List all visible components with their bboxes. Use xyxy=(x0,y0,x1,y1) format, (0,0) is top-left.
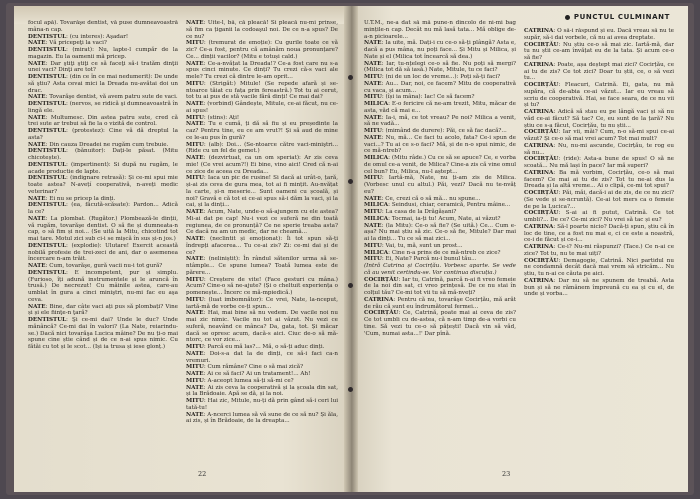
script-paragraph: DENTISTUL: (ea, făcută-scăsate): Pardon... Adică la ce? xyxy=(28,202,178,215)
script-paragraph: MITU: (își ia mâna): Iac! Ce să facem? xyxy=(364,94,475,101)
dialogue-text: (ni de un loc de vreme...): Poți să-ți faci? xyxy=(385,74,501,80)
dialogue-text: Parcă eu mă las?... Mă, o să-ți aduc dinți. xyxy=(207,344,325,350)
character-name: MITU xyxy=(364,128,382,134)
dialogue-text: E-o fericire că ne-am trezit, Mitu, măcar de asta, văd că mai e... xyxy=(364,101,516,114)
character-name: DENTISTUL xyxy=(28,33,67,40)
character-name: DENTISTUL xyxy=(28,202,67,209)
character-name: NATE xyxy=(186,371,204,377)
character-name: DENTISTUL xyxy=(28,161,67,168)
script-paragraph: DENTISTUL: (cu interes): Aşadar! xyxy=(28,33,129,40)
dialogue-text: Cum rămâne? Cine o să mai zică? xyxy=(207,364,304,371)
character-name: NATE xyxy=(28,303,46,310)
script-paragraph: DENTISTUL: (indignare retrasă): Și ce-mi spui mie toate astea? N-avețí cooperativă, n-aveți medic veterinar? xyxy=(28,175,178,195)
dialogue-text: (la Mitu): Ce-o să fie? (Se uită.) Ce... Cum e-așa? Nu mai știu să zic. Ce-o să fie, Mitule? Dar mai ai la dinți... Tu ce să mai zici... xyxy=(364,222,516,242)
script-paragraph: MILICA: Tocmai, ia-ți tu! Acum, Nate, ai văzut? xyxy=(364,215,501,222)
dialogue-text: Acum, Nate, unde-o să-ajungem cu ele astea? Mi-ai dat pe cap! Nu-i vezi ce suferă ne din toată regiunea, de ce pronunță? Ce ne sperie treaba asta? Ce dacă nu am un medic, dar ne cheamă... xyxy=(186,209,338,236)
dialogue-text: (protestez): Cine vă dă dreptul la asta? xyxy=(28,128,178,141)
dialogue-text: Cine n-a prins de ce mă-ntreb ce zice? xyxy=(391,249,501,256)
character-name: MITU xyxy=(186,344,204,350)
dialogue-text: Tocmai, ia-ți tu! Acum, Nate, ai văzut? xyxy=(391,215,501,222)
character-name: MITU xyxy=(364,256,382,263)
character-name: DENTISTUL xyxy=(28,317,67,323)
dialogue-text: Bine, dar câte vaci ați pus să plombați? Vine și și ele fiinţe-n ţară? xyxy=(28,303,178,317)
script-paragraph: NATE: Nu, mă... Ce faci tu acolo, fata? Ce-i spun de vaci...? Tu ai ce s-o faci? Mă, și de n-o spui nimic, de ce mă-ntreb? xyxy=(364,134,516,155)
script-paragraph: COCIRȚĂU: S-ai ai fi putut, Catrină. Ce tot umbli?... De ce? Ce-mi zici? Nu vrei să tac și eu? xyxy=(524,210,674,223)
script-paragraph: CATRINA: Poate, așa deștept mai zici? Cocirțău, ce ai tu de zis? Ce tot zici? Doar tu știi, ce, o să vezi tu... xyxy=(524,61,674,82)
dialogue-text: (Strigăt:) Mitule! (Se repede afară și se-ntoarce tăiat cu fața prin fereastră.) Tot tu ai cerut, tot tu ai pus de stă vacile fără dinți! Ce mai dai? xyxy=(186,80,338,101)
binding-hole-3 xyxy=(348,283,353,288)
dialogue-text: Şi ce-mi dai? Unde le duc? Unde mănâncă? Ce-mi dai în valori? (La Nate, reiarindu-se.) Dacă nici tovarăşa Lucica mâine? De nu ți-o mai spune cine știe când și de ce n-ai spus nimic. Cu fătăi cu tot și le scot... (Iși ia trusa și iese glonț.) xyxy=(28,317,178,350)
dialogue-text: Iar, tu-nțelegi ce-o să fie. Nu poți să mergi? (Milica tot dă să iasă.) Nate, Mitule, tu ce faci? xyxy=(364,60,516,74)
dialogue-text: Ce-a-nvățat la Dreada!? Ce-a fost care nu s-a spus cinci minute. Ce dinți? Tu crezi că-s vaci ale mele? Tu crezi că dintre le-am oprit... xyxy=(186,60,338,80)
dialogue-text: E incompetent, pur și simplu. (Furioso, îți adună instrumentele și le aruncă în trusă.) De necrezut! Cu mâinile astea, care-au umblat în gura a cinci miniştri, nu-mi fac eu aşa ceva. xyxy=(28,269,178,303)
dialogue-text: (indignare retrasă): Și ce-mi spui mie toate astea? N-avețí cooperativă, n-aveți medic veterinar? xyxy=(28,175,178,195)
dialogue-text: Ce, crezi că o să mă... nu spune... xyxy=(385,195,481,202)
character-name: MITU xyxy=(364,175,382,182)
character-name: NATE xyxy=(28,141,46,148)
character-name: DENTISTUL xyxy=(28,47,67,53)
character-name: MITU xyxy=(186,175,204,182)
character-name: MITU xyxy=(186,40,204,47)
dialogue-text: Tu e cumă, ți dă să fiu și eu președinte la caz? Pentru tine, eu ce am vrut?! Și să aud de mine ce le-au pus în gură? xyxy=(186,121,338,141)
character-name: COCIRȚĂU xyxy=(524,257,559,264)
dialogue-text: (bănuitor): Dați-le păsat. (Mitu chicotește). xyxy=(28,148,178,161)
script-paragraph: DENTISTUL: (protestez): Cine vă dă dreptul la asta? xyxy=(28,128,178,141)
character-name: CATRINA xyxy=(524,142,554,149)
script-paragraph: COCIRȚĂU: Ce, Catrină, poate mai ai ceva de zis? Ce tot umbli cu de-astea, că n-am timp de-a vorbi cu tine. Să vezi tu ce-o să pățești! Dacă vin să văd, 'Cum, numai asta...!' Dar pînă. xyxy=(364,310,516,337)
script-paragraph: MITU: La casa de la Drăgășani? xyxy=(364,209,457,215)
character-name: NATE xyxy=(186,236,204,242)
dialogue-text: Seindusi, chiar, ceramică, Pentru mâine... xyxy=(391,202,511,209)
character-name: MITU xyxy=(186,377,204,384)
character-name: MITU xyxy=(186,296,204,303)
script-paragraph: MITU: (luat imbomnător): Ce vrei, Nate, la-nceput, iartă-mă de vorbe ce-ți spun... xyxy=(186,296,338,310)
dialogue-text: Vă pricepeţi la vaci? xyxy=(49,40,107,47)
script-paragraph: MITU: A-aceopt lumea să-ți să-mi ce? xyxy=(186,377,294,384)
script-paragraph: NATE: Acum, Nate, unde-o să-ajungem cu ele astea? Mi-ai dat pe cap! Nu-i vezi ce suferă ne din toată regiunea, de ce pronunță? Ce ne sperie treaba asta? Ce dacă nu am un medic, dar ne cheamă... xyxy=(186,209,338,236)
dialogue-text: Uite-l, bă, că pleacă! Si pleacă nu-mi prinse, să fim ca țiganii la codoaşul noi. De ce n-a spus? De ce nu? xyxy=(186,20,338,40)
dialogue-text: Doi-s-a dat la de dinți, ce să-i faci ca-n vremuri. xyxy=(186,350,338,364)
dialogue-text: Ei nu se pricep la dinți. xyxy=(49,195,116,202)
script-paragraph: MITU: Parcă eu mă las?... Mă, o să-ți aduc dinți. xyxy=(186,344,325,350)
script-paragraph: MITU: Cum rămâne? Cine o să mai zică? xyxy=(186,364,304,371)
script-paragraph xyxy=(364,263,516,277)
script-paragraph: MILICA: Seindusi, chiar, ceramică, Pentru mâine... xyxy=(364,202,511,209)
script-paragraph: MITU: Iaca un pic de rusine! Si dacă ai urât-o, țară, și-ai zis ceva de gura mea, tot ai fi mințit. Au-nvățat la carte, și-n meserie... Sunt oameni cu școală, și noi? Gravă e că tot ei ce-ai spus să-i dăm la vaci, și la cai, și la dinți... xyxy=(186,175,338,209)
character-name: MILICA xyxy=(364,155,389,161)
character-name: MITU xyxy=(364,209,382,215)
script-paragraph: CATRINA: Pentru că nu, tovarăşe Cocirțău, mă arăt de rău că sunt eu îndrumătorul fermei... xyxy=(364,296,516,310)
dialogue-text: Iar tu, Catrină, parcă n-ai fi vreo femeie de la noi din sat, ci vreo prințesă. De ce nu stai în colțul tău? Ce-mi tot vii tu să mă-nveți? xyxy=(364,276,516,296)
dialogue-text: Dar ştiţi ştiţi ce să faceţi să-i tratăm dinţii unei vaci? Dinţi are tot? xyxy=(28,60,178,74)
dialogue-text: O să-i răspund și eu. Dacă vreau să nu te supăr, să-i dai vorbele, că nu ai avea dreptate. xyxy=(524,28,674,41)
character-name: NATE xyxy=(186,60,204,67)
character-name: DENTISTUL xyxy=(28,242,67,249)
script-paragraph: NATE: Hai, mai bine să nu vedem. De vacile noi nu mai zic nimic. Vacile nu tot ai văzut. Nu vezi ce suferă, neavând ce mânca? Da, gata, tot. Și măcar dacă se opresc acum, dacă-s aici. Ciuc de-o să mă-ntorc, ce vor zice... xyxy=(186,310,338,344)
open-book xyxy=(6,3,694,495)
character-name: NATE xyxy=(28,215,46,222)
dialogue-text: Să-l poarte nicio? Dacă-ți spun, știu că în loc de tine, ce a fost nu mai e, ci ce este a noastră, ce-i de făcut și ce-i... xyxy=(524,223,674,244)
stage-direction: (Intră Catrina și Cocirțău. Vorbesc aparte. Se vede că au venit certindu-se. Vor continua discuția.) xyxy=(364,263,516,276)
character-name: COCIRȚĂU xyxy=(524,129,559,136)
right-page-column-2 xyxy=(524,28,674,460)
dialogue-text: (luat imbomnător): Ce vrei, Nate, la-nceput, iartă-mă de vorbe ce-ți spun... xyxy=(186,296,338,310)
dialogue-text: Demagogie, Catrină. Nici partidul nu ne condamnă decât dacă mai vrem să stricăm... Nu știu, tu n-ai ce căuta pe aici. xyxy=(524,257,674,277)
character-name: NATE xyxy=(28,263,46,269)
left-page xyxy=(14,6,350,492)
character-name: CATRINA xyxy=(524,223,554,230)
dialogue-text: Au... Dar, noi, ce facem? Mitu de cooperativă cu vaca, și acum... xyxy=(364,80,516,94)
character-name: NATE xyxy=(28,60,46,67)
character-name: CATRINA xyxy=(364,296,394,303)
dialogue-text: Păi, măi, dacă-i ai de zis, de ce nu zici? (Se vede și se-ncruntă). Ce-ai tot mers ca o femeie de pe la Lucica?... xyxy=(524,190,674,210)
character-name: NATE xyxy=(364,195,382,202)
dialogue-text: A-ncerci lumea să vă sune de ce să nu? Și ăla, ai zis, și în Brădoaie, de la dreapta... xyxy=(186,411,338,425)
dialogue-text: Multumesc. Din astea patru sute, cred că trei sute ar trebui să fie la o vizită de control. xyxy=(28,114,178,128)
script-paragraph xyxy=(28,20,178,34)
right-page-number: 23 xyxy=(502,470,511,478)
dialogue-text: Ei, Nate? Parcă nu-i bunul tău... xyxy=(385,256,477,263)
character-name: MITU xyxy=(186,114,204,121)
dialogue-text: (dezvirtuat, ca un om speriat): Ar zis ceva mie! (Ce vrei acum?!) Ei bine, vino aici! Cred că n-ai ce zice de aceea cu Dreada... xyxy=(186,155,338,175)
script-paragraph: COCIRȚĂU: (ride): Asta-a bune de spus! O să ne scoată... Nu mă lași în pace? Iar mă superi? xyxy=(524,156,674,169)
dialogue-text: Tovarăşe dentist, vă avem patru sute de vaci. xyxy=(49,94,178,101)
script-paragraph: COCIRȚĂU: Păi, măi, dacă-i ai de zis, de ce nu zici? (Se vede și se-ncruntă). Ce-ai tot mers ca o femeie de pe la Lucica?... xyxy=(524,190,674,210)
character-name: CATRINA xyxy=(524,61,554,68)
script-paragraph: MITU: (mimând de durere): Păi, ce să fac dacă?... xyxy=(364,128,507,134)
script-paragraph: NATE: Au... Dar, noi, ce facem? Mitu de cooperativă cu vaca, și acum... xyxy=(364,80,516,94)
dialogue-text: (își ia mâna): Iac! Ce să facem? xyxy=(385,94,475,101)
script-paragraph: NATE: Bine, dar câte vaci ați pus să plombați? Vine și și ele fiinţe-n ţară? xyxy=(28,303,178,317)
script-paragraph: CATRINA: O să-i răspund și eu. Dacă vreau să nu te supăr, să-i dai vorbele, că nu ai avea dreptate. xyxy=(524,28,674,41)
right-page-column-1 xyxy=(364,20,516,460)
character-name: COCIRȚĂU xyxy=(364,276,399,283)
script-paragraph: DENTISTUL: (bănuitor): Dați-le păsat. (Mitu chicotește). xyxy=(28,148,178,161)
script-paragraph: CATRINA: Să-l poarte nicio? Dacă-ți spun, știu că în loc de tine, ce a fost nu mai e, ci ce este a noastră, ce-i de făcut și ce-i... xyxy=(524,223,674,244)
character-name: NATE xyxy=(364,40,382,47)
character-name: MITU xyxy=(364,242,382,249)
character-name: NATE xyxy=(186,256,204,263)
character-name: DENTISTUL xyxy=(28,101,67,107)
dialogue-text: (Mitu râde.) Cu ce să se apuce? Ce, e vorba de omul ce-a venit, de Milica? Cine-a zis că vine omul cel bun? Eu, Milica, nu-l aștept... xyxy=(364,155,516,175)
dialogue-text: (ea, făcută-scăsate): Pardon... Adică la ce? xyxy=(28,202,178,215)
script-paragraph: NATE: Ce, crezi că o să mă... nu spune... xyxy=(364,195,481,202)
script-paragraph: CATRINA: Ce-i? Nu-mi răspunzi? (Tace.) Ce n-ai ce zice? Tot tu, nu te mai uiți? xyxy=(524,244,674,257)
character-name: NATE xyxy=(186,384,204,391)
script-paragraph: COCIRȚĂU: Iar tu, Catrină, parcă n-ai fi vreo femeie de la noi din sat, ci vreo prințesă. De ce nu stai în colțul tău? Ce-mi tot vii tu să mă-nveți? xyxy=(364,276,516,296)
dialogue-text: (mimând de durere): Păi, ce să fac dacă?... xyxy=(385,128,507,134)
script-paragraph: NATE: Doi-s-a dat la de dinți, ce să-i faci ca-n vremuri. xyxy=(186,350,338,364)
dialogue-text: (impertinent): Si după nu rugăm, le acade productie de lapte. xyxy=(28,161,178,175)
script-paragraph: MILICA: Cine n-a prins de ce mă-ntreb ce zice? xyxy=(364,249,501,256)
dialogue-text: Iar vii, măi? Cum, n-o să-mi spui ce-ai văzut? Și ce-o să mai vrei acum? Tot mai mult? xyxy=(524,129,674,142)
character-name: MITU xyxy=(186,364,204,371)
dialogue-text: Hai, mai bine să nu vedem. De vacile noi nu mai zic nimic. Vacile nu tot ai văzut. Nu vezi ce suferă, neavând ce mânca? Da, gata, tot. Și măcar dacă se opresc acum, dacă-s aici. Ciuc de-o să mă-ntorc, ce vor zice... xyxy=(186,310,338,344)
script-paragraph: COCIRȚĂU: Demagogie, Catrină. Nici partidul nu ne condamnă decât dacă mai vrem să stricăm... Nu știu, tu n-ai ce căuta pe aici. xyxy=(524,257,674,277)
dialogue-text: (nervos, se ridică şi dumneavoastră în lingă ele. xyxy=(28,101,178,114)
character-name: MITU xyxy=(364,74,382,80)
character-name: MILICA xyxy=(364,101,389,107)
dialogue-text: Ai ce să faci? Ai un tratament!... Ah! xyxy=(207,371,311,377)
script-paragraph: DENTISTUL: (mirat): Nu, lapte-l cumpăr de la magazin. Eu la oamenii mă pricep. xyxy=(28,47,178,60)
script-paragraph: NATE: Ei nu se pricep la dinți. xyxy=(28,195,116,202)
dialogue-text: Hai zic, Mitule, nu-ți dă prin gând să-i ceri lui tată-tu! xyxy=(186,398,338,411)
dialogue-text: Ia-i, mă, ce tot vreau? Pe noi? Milica a venit, să ne vadă... xyxy=(364,114,516,128)
script-paragraph: NATE: Ai ce să faci? Ai un tratament!... Ah! xyxy=(186,371,311,377)
script-paragraph: NATE: (neclintit și emoționat): Îi tot spun să-ți îndrepți afacerea... Tu ce-ai zis? Zi: ce-mi dai și de ce? xyxy=(186,236,338,256)
script-paragraph: NATE: (la Mitu): Ce-o să fie? (Se uită.) Ce... Cum e-așa? Nu mai știu să zic. Ce-o să fie, Mitule? Dar mai ai la dinți... Tu ce să mai zici... xyxy=(364,222,516,242)
left-page-column-2 xyxy=(186,20,338,460)
binding-hole-4 xyxy=(348,387,353,392)
script-paragraph: CATRINA: Nu, nu-mi ascunde, Cocirțău, te rog eu să nu... xyxy=(524,142,674,156)
dialogue-text: La plombat. (Rugător.) Plombează-le dinții, vă rugăm, tovarăşe dentist. O să fie și dumneata-n cap, o să fim și noi... (Se uită la Mitu, chicotind tot mai tare. Motul zici sub ci-i se mișcă în sus și-n jos.) xyxy=(28,215,178,242)
dialogue-text: U.T.M., ne-a dat să mă pune-n dincolo de ni-mi bag mințile-n cap. Decât nu mă lasă tata... Mă oblige de-a-n picioarele... xyxy=(364,20,516,40)
script-paragraph: MITU: (ni de un loc de vreme...): Poți să-ți faci? xyxy=(364,74,501,80)
dialogue-text: (tremurat de emoție): Cu gurile toate ce vă zic? Ce-a fost, pentru că amânăm noua pronunțare? Ce... dinții vacilor? (Mitu e totuși cald.) xyxy=(186,40,338,60)
bullet-icon xyxy=(565,15,570,20)
script-paragraph: CATRINA: Dar nu să ne spunem de treabă. Asta bun și să ne rămânem împreună cu ea și cu el, de unde și vorba... xyxy=(524,277,674,298)
script-paragraph: NATE: Tovarăşe dentist, vă avem patru sute de vaci. xyxy=(28,94,178,101)
character-name: NATE xyxy=(28,94,46,101)
character-name: NATE xyxy=(28,40,46,47)
left-page-column-1 xyxy=(28,20,178,460)
dialogue-text: Creștere de vite! (Face gesturi cu mâna.) Acum? Cine-o să ne-ajute? (Și o cheltuit experiența o pomenește... Încerc ce mă-mpiedică.) xyxy=(186,276,338,296)
binding-hole-2 xyxy=(348,179,353,184)
script-paragraph: MITU: Hai zic, Mitule, nu-ți dă prin gând să-i ceri lui tată-tu! xyxy=(186,398,338,411)
character-name: COCIRȚĂU xyxy=(524,82,559,88)
dialogue-text: S-ai ai fi putut, Catrină. Ce tot umbli?... De ce? Ce-mi zici? Nu vrei să tac și eu? xyxy=(524,210,674,223)
dialogue-text: Nu știu ce-o să mai zic. Iartă-mă, dar tu nu știi ce-am învățat eu de la tata. Și acum ce-o să fie? xyxy=(524,41,674,61)
dialogue-text: Nu, mă... Ce faci tu acolo, fata? Ce-i spun de vaci...? Tu ai ce s-o faci? Mă, și de n-o spui nimic, de ce mă-ntreb? xyxy=(364,134,516,155)
right-page xyxy=(352,6,688,492)
character-name: CATRINA xyxy=(524,109,554,115)
dialogue-text: Poate, așa deștept mai zici? Cocirțău, ce ai tu de zis? Ce tot zici? Doar tu știi, ce, o să vezi tu... xyxy=(524,61,674,82)
running-head xyxy=(565,13,670,21)
script-paragraph: NATE: La plombat. (Rugător.) Plombează-le dinții, vă rugăm, tovarăşe dentist. O să fie și dumneata-n cap, o să fim și noi... (Se uită la Mitu, chicotind tot mai tare. Motul zici sub ci-i se mișcă în sus și-n jos.) xyxy=(28,215,178,242)
character-name: CATRINA xyxy=(524,277,554,284)
dialogue-text: Ce, Catrină, poate mai ai ceva de zis? Ce tot umbli cu de-astea, că n-am timp de-a vorbi cu tine. Să vezi tu ce-o să pățești! Dacă vin să văd, 'Cum, numai asta...!' Dar pînă. xyxy=(364,310,516,337)
dialogue-text: Nu, nu-mi ascunde, Cocirțău, te rog eu să nu... xyxy=(524,142,674,156)
character-name: NATE xyxy=(28,195,46,202)
character-name: NATE xyxy=(364,114,382,121)
character-name: COCIRȚĂU xyxy=(524,41,559,48)
dialogue-text: Iaca un pic de rusine! Si dacă ai urât-o, țară, și-ai zis ceva de gura mea, tot ai fi mințit. Au-nvățat la carte, și-n meserie... Sunt oameni cu școală, și noi? Gravă e că tot ei ce-ai spus să-i dăm la vaci, și la cai, și la dinți... xyxy=(186,175,338,209)
script-paragraph: COCIRȚĂU: Fleacuri, Catrină. Ei, gata, nu mă supăra, că de-abia ce-ai văzut... Iar eu vreau să scriu de cooperativă. Hai, se face seara, de ce nu vii și tu? xyxy=(524,82,674,109)
character-name: CATRINA xyxy=(524,28,554,34)
script-paragraph: NATE: Multumesc. Din astea patru sute, cred că trei sute ar trebui să fie la o vizită de control. xyxy=(28,114,178,128)
script-paragraph: MILICA: (Mitu râde.) Cu ce să se apuce? Ce, e vorba de omul ce-a venit, de Milica? Cine-a zis că vine omul cel bun? Eu, Milica, nu-l aștept... xyxy=(364,155,516,175)
script-paragraph: DENTISTUL: (din ce în ce mai nedumerit): De unde să ştiu? Asta cevai mici la Dreada nu-avătai doi un drac. xyxy=(28,74,178,94)
script-paragraph: COCIRȚĂU: Iar vii, măi? Cum, n-o să-mi spui ce-ai văzut? Și ce-o să mai vrei acum? Tot mai mult? xyxy=(524,129,674,142)
character-name: NATE xyxy=(186,155,204,161)
character-name: NATE xyxy=(186,209,204,215)
script-paragraph: MITU: (Strigăt:) Mitule! (Se repede afară și se-ntoarce tăiat cu fața prin fereastră.) Tot tu ai cerut, tot tu ai pus de stă vacile fără dinți! Ce mai dai? xyxy=(186,80,338,101)
character-name: NATE xyxy=(186,121,204,128)
script-paragraph: NATE: Uite-l, bă, că pleacă! Si pleacă nu-mi prinse, să fim ca țiganii la codoaşul noi. De ce n-a spus? De ce nu? xyxy=(186,20,338,40)
dialogue-text: Dar nu să ne spunem de treabă. Asta bun și să ne rămânem împreună cu ea și cu el, de unde și vorba... xyxy=(524,277,674,298)
script-paragraph: NATE: A-ncerci lumea să vă sune de ce să nu? Și ăla, ai zis, și în Brădoaie, de la dreapta... xyxy=(186,411,338,425)
script-paragraph: MITU: Iartă-mă, Nate, nu ți-am zis de Milica. (Vorbesc unul cu altul.) Păi, vezi? Dacă nu te-nvăț eu? xyxy=(364,175,516,195)
character-name: DENTISTUL xyxy=(28,128,67,134)
dialogue-text: (neclintit și emoționat): Îi tot spun să-ți îndrepți afacerea... Tu ce-ai zis? Zi: ce-mi dai și de ce? xyxy=(186,236,338,256)
dialogue-text: Adică să stau eu pe lângă vaci și să nu văd ce-ai făcut? Să tac? Ce, eu sunt de la țară? Nu știu ce s-a făcut, Cocirțău, tu nu știi... xyxy=(524,109,674,129)
dialogue-text: Ce-i? Nu-mi răspunzi? (Tace.) Ce n-ai ce zice? Tot tu, nu te mai uiți? xyxy=(524,244,674,257)
script-paragraph: DENTISTUL: (impertinent): Si după nu rugăm, le acade productie de lapte. xyxy=(28,161,178,175)
character-name: MITU xyxy=(186,276,204,283)
dialogue-text: Vai, tu, mă, sunt un prost... xyxy=(385,242,463,249)
dialogue-text: Iartă-mă, Nate, nu ți-am zis de Milica. (Vorbesc unul cu altul.) Păi, vezi? Dacă nu te-nvăț eu? xyxy=(364,175,516,195)
character-name: NATE xyxy=(364,60,382,67)
character-name: MITU xyxy=(186,398,204,404)
dialogue-text: (stins): Ați! xyxy=(207,114,240,121)
script-paragraph: MITU: (alb): Doi... (Se-ntoarce către vaci-miniştri...(Ride cu un fel de gemet.) xyxy=(186,141,338,155)
character-name: MILICA xyxy=(364,249,389,256)
left-page-number: 22 xyxy=(198,470,207,478)
character-name: MILICA xyxy=(364,215,389,222)
script-paragraph: NATE: Cum, tovarăşe, gură vacii nu-i tot gură? xyxy=(28,263,163,269)
binding-hole-1 xyxy=(348,75,353,80)
dialogue-text: Pentru că nu, tovarăşe Cocirțău, mă arăt de rău că sunt eu îndrumătorul fermei... xyxy=(364,296,516,310)
character-name: MITU xyxy=(364,94,382,101)
script-paragraph: COCIRȚĂU: Nu știu ce-o să mai zic. Iartă-mă, dar tu nu știi ce-am învățat eu de la tata. Și acum ce-o să fie? xyxy=(524,41,674,61)
script-paragraph: NATE: Dar ştiţi ştiţi ce să faceţi să-i tratăm dinţii unei vaci? Dinţi are tot? xyxy=(28,60,178,74)
character-name: NATE xyxy=(364,80,382,87)
script-paragraph: NATE: Ia uite, mă. Dați-i cu ce-o să-ți plângă? Asta e, dacă a pus mâna, nu poți face... Și Mitu și Milica, și Nate și el (Milica tot încearcă să dea.) xyxy=(364,40,516,60)
character-name: NATE xyxy=(364,222,382,229)
character-name: MITU xyxy=(186,141,204,148)
character-name: MILICA xyxy=(364,202,389,209)
dialogue-text: (mirat): Nu, lapte-l cumpăr de la magazin. Eu la oamenii mă pricep. xyxy=(28,47,178,60)
dialogue-text: (ride): Asta-a bune de spus! O să ne scoată... Nu mă lași în pace? Iar mă superi? xyxy=(524,156,674,169)
script-paragraph: NATE: Ce-a-nvățat la Dreada!? Ce-a fost care nu s-a spus cinci minute. Ce dinți? Tu crezi că-s vaci ale mele? Tu crezi că dintre le-am oprit... xyxy=(186,60,338,80)
running-head-title: PUNCTUL CULMINANT xyxy=(573,13,670,21)
script-paragraph: DENTISTUL: E incompetent, pur și simplu. (Furioso, îți adună instrumentele și le aruncă în trusă.) De necrezut! Cu mâinile astea, care-au umblat în gura a cinci miniştri, nu-mi fac eu aşa ceva. xyxy=(28,269,178,303)
dialogue-text: focul apă). Tovarăşe dentist, vă puse dumneavoastră mâna-n cap. xyxy=(28,20,178,33)
character-name: NATE xyxy=(28,114,46,121)
character-name: COCIRȚĂU xyxy=(524,190,559,196)
dialogue-text: Fleacuri, Catrină. Ei, gata, nu mă supăra, că de-abia ce-ai văzut... Iar eu vreau să scriu de cooperativă. Hai, se face seara, de ce nu vii și tu? xyxy=(524,82,674,109)
script-paragraph: MITU: Vai, tu, mă, sunt un prost... xyxy=(364,242,463,249)
character-name: NATE xyxy=(364,134,382,141)
character-name: NATE xyxy=(186,101,204,107)
character-name: MITU xyxy=(186,80,204,87)
character-name: NATE xyxy=(186,20,204,26)
script-paragraph: NATE: (dezvirtuat, ca un om speriat): Ar zis ceva mie! (Ce vrei acum?!) Ei bine, vino aici! Cred că n-ai ce zice de aceea cu Dreada... xyxy=(186,155,338,175)
script-paragraph: CATRINA: Ba mă vorbim, Cocirțău, ce-o să mai facem? Ce mai ai tu de zis? Tot tu ne-ai dus la Dreada și la altă vreme... Ai o clipă, ce-mi tot spui? xyxy=(524,169,674,190)
script-paragraph: MITU: (tremurat de emoție): Cu gurile toate ce vă zic? Ce-a fost, pentru că amânăm noua pronunțare? Ce... dinții vacilor? (Mitu e totuși cald.) xyxy=(186,40,338,60)
dialogue-text: Ba mă vorbim, Cocirțău, ce-o să mai facem? Ce mai ai tu de zis? Tot tu ne-ai dus la Dreada și la altă vreme... Ai o clipă, ce-mi tot spui? xyxy=(524,169,674,190)
dialogue-text: Din cauza Dreadei ne rugăm cum trebuie. xyxy=(49,141,169,148)
character-name: NATE xyxy=(186,310,204,317)
character-name: DENTISTUL xyxy=(28,175,67,182)
character-name: DENTISTUL xyxy=(28,148,67,155)
character-name: CATRINA xyxy=(524,169,554,176)
dialogue-text: (vorbind) Gândește, Mitule, ce-ai făcut, nu ce-ai spus! xyxy=(186,101,338,114)
script-paragraph: MITU: (stins): Ați! xyxy=(186,114,240,121)
script-paragraph: DENTISTUL: (explodie): Ulutare! Exercit această nobilă profesie de trei-zeci de ani, dar o asemenea încercare n-am trăit. xyxy=(28,242,178,263)
dialogue-text: Cum, tovarăşe, gură vacii nu-i tot gură? xyxy=(49,263,163,269)
dialogue-text: (explodie): Ulutare! Exercit această nobilă profesie de trei-zeci de ani, dar o asemenea încercare n-am trăit. xyxy=(28,242,178,263)
dialogue-text: (din ce în ce mai nedumerit): De unde să ştiu? Asta cevai mici la Dreada nu-avătai doi un drac. xyxy=(28,74,178,94)
script-paragraph: DENTISTUL: (nervos, se ridică şi dumneavoastră în lingă ele. xyxy=(28,101,178,114)
dialogue-text: Ai zis ceva la cooperativă și la școala din sat, și la Brădoaie. Apă se dă, și la noi. xyxy=(186,384,338,398)
script-paragraph: MITU: Ei, Nate? Parcă nu-i bunul tău... xyxy=(364,256,477,263)
script-paragraph: NATE: Ai zis ceva la cooperativă și la școala din sat, și la Brădoaie. Apă se dă, și la noi. xyxy=(186,384,338,398)
character-name: NATE xyxy=(186,411,204,418)
character-name: COCIRȚĂU xyxy=(524,210,559,217)
character-name: COCIRȚĂU xyxy=(364,310,399,317)
script-paragraph: MILICA: E-o fericire că ne-am trezit, Mitu, măcar de asta, văd că mai e... xyxy=(364,101,516,114)
dialogue-text: (cu interes): Aşadar! xyxy=(69,33,129,40)
dialogue-text: (alb): Doi... (Se-ntoarce către vaci-miniştri...(Ride cu un fel de gemet.) xyxy=(186,141,338,155)
script-paragraph: NATE: Din cauza Dreadei ne rugăm cum trebuie. xyxy=(28,141,169,148)
script-paragraph: NATE: Ia-i, mă, ce tot vreau? Pe noi? Milica a venit, să ne vadă... xyxy=(364,114,516,128)
dialogue-text: (neliniștit): În rândul sătenilor urma să se-ntâmple... Ce spune lumea? Toată lumea este de părere... xyxy=(186,256,338,276)
character-name: DENTISTUL xyxy=(28,74,67,80)
script-paragraph: CATRINA: Adică să stau eu pe lângă vaci și să nu văd ce-ai făcut? Să tac? Ce, eu sunt de la țară? Nu știu ce s-a făcut, Cocirțău, tu nu știi... xyxy=(524,109,674,129)
character-name: CATRINA xyxy=(524,244,554,250)
script-paragraph: NATE: Tu e cumă, ți dă să fiu și eu președinte la caz? Pentru tine, eu ce am vrut?! Și să aud de mine ce le-au pus în gură? xyxy=(186,121,338,141)
script-paragraph: DENTISTUL: Şi ce-mi dai? Unde le duc? Unde mănâncă? Ce-mi dai în valori? (La Nate, reiarindu-se.) Dacă nici tovarăşa Lucica mâine? De nu ți-o mai spune cine știe când și de ce n-ai spus nimic. Cu fătăi cu tot și le scot... (Iși ia trusa și iese glonț.) xyxy=(28,317,178,350)
script-paragraph: NATE: Iar, tu-nțelegi ce-o să fie. Nu poți să mergi? (Milica tot dă să iasă.) Nate, Mitule, tu ce faci? xyxy=(364,60,516,74)
dialogue-text: Ia uite, mă. Dați-i cu ce-o să-ți plângă? Asta e, dacă a pus mâna, nu poți face... Și Mitu și Milica, și Nate și el (Milica tot încearcă să dea.) xyxy=(364,40,516,60)
script-paragraph: NATE: (neliniștit): În rândul sătenilor urma să se-ntâmple... Ce spune lumea? Toată lumea este de părere... xyxy=(186,256,338,276)
dialogue-text: A-aceopt lumea să-ți să-mi ce? xyxy=(207,377,294,384)
script-paragraph: NATE: (vorbind) Gândește, Mitule, ce-ai făcut, nu ce-ai spus! xyxy=(186,101,338,114)
character-name: COCIRȚĂU xyxy=(524,156,559,163)
character-name: DENTISTUL xyxy=(28,269,67,276)
script-paragraph xyxy=(364,20,516,40)
dialogue-text: La casa de la Drăgășani? xyxy=(385,209,457,215)
character-name: NATE xyxy=(186,350,204,357)
script-paragraph: NATE: Vă pricepeţi la vaci? xyxy=(28,40,107,47)
script-paragraph: MITU: Creștere de vite! (Face gesturi cu mâna.) Acum? Cine-o să ne-ajute? (Și o cheltuit experiența o pomenește... Încerc ce mă-mpiedică.) xyxy=(186,276,338,296)
